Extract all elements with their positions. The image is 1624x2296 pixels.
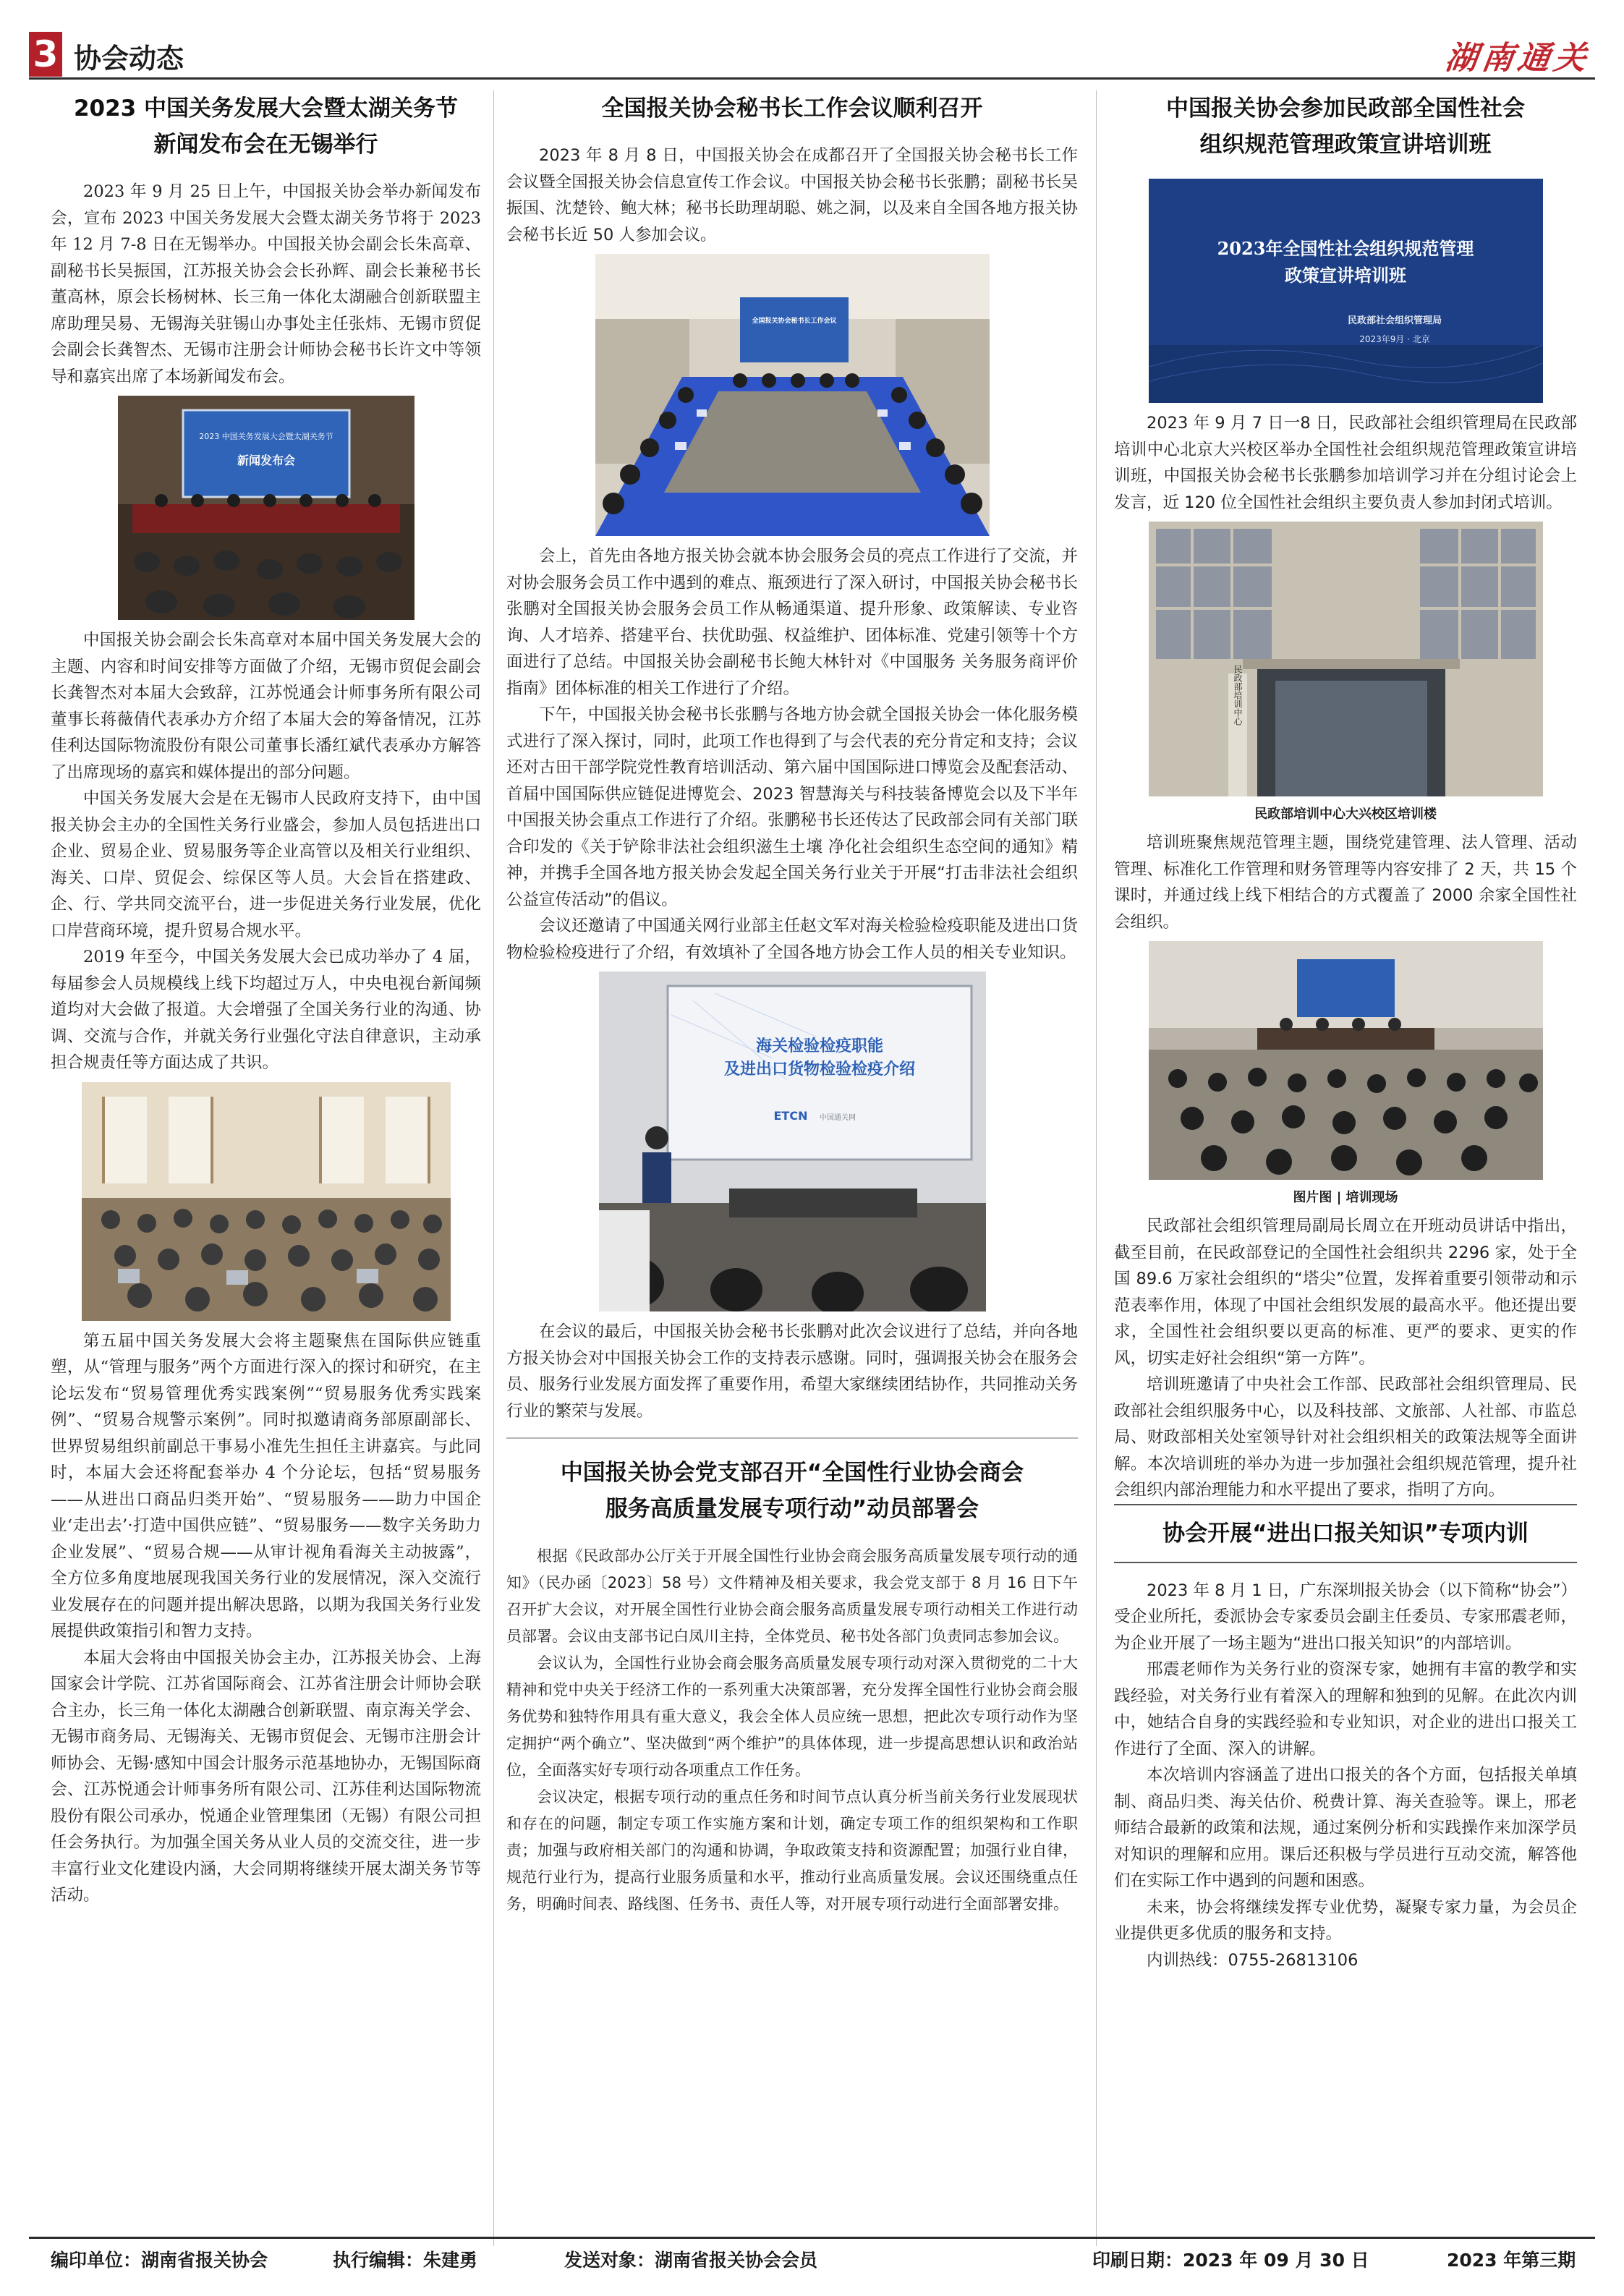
- paragraph: 中国报关协会副会长朱高章对本届中国关务发展大会的主题、内容和时间安排等方面做了介绍，无锡市贸促会副会长龚智杰对本届大会致辞，江苏悦通会计师事务所有限公司董事长蒋薇倩代表承办方介绍了本届大会的筹备情况，江苏佳利达国际物流股份有限公司董事长潘红斌代表承办方解答了出席现场的嘉宾和媒体提出的部分问题。: [51, 631, 481, 782]
- page-number: 3: [29, 32, 62, 77]
- footer-recipients: 发送对象：湖南省报关协会会员: [564, 2250, 818, 2271]
- divider: [506, 1437, 1078, 1439]
- building-sign: 民政部培训中心: [1232, 665, 1243, 726]
- paragraph: 下午，中国报关协会秘书长张鹏与各地方协会就全国报关协会一体化服务模式进行了深入探讨，同时，此项工作也得到了与会代表的充分肯定和支持；会议还对古田干部学院党性教育培训活动、第六届中国国际进口博览会及配套活动、首届中国国际供应链促进博览会、2023 智慧海关与科技装备博览会以及下半年中国报关协会重点工作进行了介绍。张鹏秘书长还传达了民政部会同有关部门联合印发的《关于铲除非法社会组织滋生土壤 净化社会组织生态空间的通知》精神，并携手全国各地方报关协会发起全国关务行业关于开展“打击非法社会组织公益宣传活动”的倡议。: [506, 705, 1078, 909]
- paragraph: 本次培训内容涵盖了进出口报关的各个方面，包括报关单填制、商品归类、海关估价、税费计算、海关查验等。课上，邢老师结合最新的政策和法规，通过案例分析和实践操作来加深学员对知识的理解和应用。课后还积极与学员进行互动交流，解答他们在实际工作中遇到的问题和困惑。: [1114, 1766, 1577, 1890]
- paragraph: 会上，首先由各地方报关协会就本协会服务会员的亮点工作进行了交流，并对协会服务会员工作中遇到的难点、瓶颈进行了深入研讨，中国报关协会秘书长张鹏对全国报关协会服务会员工作从畅通渠道、提升形象、政策解读、专业咨询、人才培养、搭建平台、扶优助强、权益维护、团体标准、党建引领等十个方面进行了总结。中国报关协会副秘书长鲍大林针对《中国服务 关务服务商评价指南》团体标准的相关工作进行了介绍。: [506, 547, 1078, 698]
- training-building-photo: [1149, 522, 1543, 796]
- screen-logo: ETCN: [773, 1109, 807, 1123]
- paragraph: 培训班聚焦规范管理主题，围绕党建管理、法人管理、活动管理、标准化工作管理和财务管理等内容安排了 2 天，共 15 个课时，并通过线上线下相结合的方式覆盖了 2000 余家全国性社会组织。: [1114, 833, 1577, 932]
- paragraph: 未来，协会将继续发挥专业优势，凝聚专家力量，为会员企业提供更多优质的服务和支持。: [1114, 1897, 1577, 1943]
- meeting-room-photo: [595, 254, 990, 536]
- article-title: 全国报关协会秘书长工作会议顺利召开: [601, 95, 983, 122]
- article-conference-press: [51, 90, 481, 1909]
- footer-print-date: 印刷日期：2023 年 09 月 30 日: [1092, 2250, 1369, 2271]
- brand-logo: 湖南通关: [1442, 40, 1593, 77]
- column-divider: [493, 90, 494, 2246]
- photo-caption: 图片图 | 培训现场: [1293, 1190, 1398, 1205]
- article-title: [1114, 90, 1577, 163]
- article-title: 协会开展“进出口报关知识”专项内训: [1162, 1520, 1529, 1547]
- title-line: 中国报关协会参加民政部全国性社会: [1166, 95, 1525, 122]
- paragraph: 中国关务发展大会是在无锡市人民政府支持下，由中国报关协会主办的全国性关务行业盛会，参加人员包括进出口企业、贸易企业、贸易服务等企业高管以及相关行业组织、海关、口岸、贸促会、综保区等人员。大会旨在搭建政、企、行、学共同交流平台，进一步促进关务行业发展，优化口岸营商环境，提升贸易合规水平。: [51, 789, 481, 940]
- paragraph: 会议认为，全国性行业协会商会服务高质量发展专项行动对深入贯彻党的二十大精神和党中央关于经济工作的一系列重大决策部署，充分发挥全国性行业协会商会服务优势和独特作用具有重大意义，我会全体人员应统一思想，把此次专项行动作为坚定拥护“两个确立”、坚决做到“两个维护”的具体体现，进一步提高思想认识和政治站位，全面落实好专项行动各项重点工作任务。: [506, 1654, 1078, 1779]
- screen-title: 全国报关协会秘书长工作会议: [751, 318, 837, 325]
- paragraph: 根据《民政部办公厅关于开展全国性行业协会商会服务高质量发展专项行动的通知》（民办函〔2023〕58 号）文件精神及相关要求，我会党支部于 8 月 16 日下午召开扩大会议，对开展全国性行业协会商会服务高质量发展专项行动相关工作进行动员部署。会议由支部书记白凤川主持，全体党员、秘书处各部门负责同志参加会议。: [506, 1547, 1078, 1645]
- title-line: 服务高质量发展专项行动”动员部署会: [605, 1496, 979, 1522]
- title-line: 组织规范管理政策宣讲培训班: [1199, 132, 1492, 158]
- paragraph: 2023 年 8 月 8 日，中国报关协会在成都召开了全国报关协会秘书长工作会议暨全国报关协会信息宣传工作会议。中国报关协会秘书长张鹏；副秘书长吴振国、沈楚铃、鲍大林；秘书长助理胡聪、姚之洞，以及来自全国各地方报关协会秘书长近 50 人参加会议。: [506, 146, 1078, 245]
- screen-logo-sub: 中国通关网: [819, 1114, 856, 1122]
- banner-date: 2023年9月 · 北京: [1359, 334, 1430, 344]
- screen-title: 及进出口货物检验检疫介绍: [723, 1060, 915, 1079]
- footer: [29, 2237, 1595, 2269]
- paragraph: 2023 年 9 月 7 日一8 日，民政部社会组织管理局在民政部培训中心北京大兴校区举办全国性社会组织规范管理政策宣讲培训班，中国报关协会秘书长张鹏参加培训学习并在分组讨论会上发言，近 120 位全国性社会组织主要负责人参加封闭式培训。: [1114, 414, 1577, 512]
- footer-issue: 2023 年第三期: [1447, 2250, 1576, 2271]
- hotline: 内训热线：0755-26813106: [1147, 1950, 1359, 1970]
- title-line: 中国报关协会党支部召开“全国性行业协会商会: [560, 1460, 1024, 1486]
- paragraph: 会议还邀请了中国通关网行业部主任赵文军对海关检验检疫职能及进出口货物检验检疫进行了介绍，有效填补了全国各地方协会工作人员的相关专业知识。: [506, 917, 1078, 962]
- masthead: [29, 29, 1595, 80]
- banner-title: 政策宣讲培训班: [1284, 265, 1406, 286]
- title-line: 新闻发布会在无锡举行: [153, 132, 378, 158]
- footer-editor: 执行编辑：朱建勇: [333, 2250, 478, 2271]
- section-box: [1114, 1504, 1577, 1563]
- paragraph: 第五届中国关务发展大会将主题聚焦在国际供应链重塑，从“管理与服务”两个方面进行深入的探讨和研究，在主论坛发布“贸易管理优秀实践案例”“贸易服务优秀实践案例”、“贸易合规警示案例”。同时拟邀请商务部原副部长、世界贸易组织前副总干事易小准先生担任主讲嘉宾。与此同时，本届大会还将配套举办 4 个分论坛，包括“贸易服务——从进出口商品归类开始”、“贸易服务——助力中国企业‘走出去’·打造中国供应链”、“贸易服务——数字关务助力企业发展”、“贸易合规——从审计视角看海关主动披露”，全方位多角度地展现我国关务行业的发展情况，深入交流行业发展存在的问题并提出解决思路，以期为我国关务行业发展提供政策指引和智力支持。: [51, 1331, 481, 1641]
- article-title: [506, 1455, 1078, 1527]
- training-session-photo: [1149, 941, 1543, 1180]
- paragraph: 民政部社会组织管理局副局长周立在开班动员讲话中指出，截至目前，在民政部登记的全国性社会组织共 2296 家，处于全国 89.6 万家社会组织的“塔尖”位置，发挥着重要引领带动和示范表率作用，体现了中国社会组织发展的最高水平。他还提出要求，全国性社会组织要以更高的标准、更严的要求、更实的作风，切实走好社会组织“第一方阵”。: [1114, 1217, 1577, 1368]
- training-banner-image: [1149, 179, 1543, 403]
- banner-organizer: 民政部社会组织管理局: [1347, 315, 1442, 326]
- speaker-presentation-photo: [599, 971, 986, 1311]
- article-secretary-meeting: [506, 90, 1078, 1918]
- conference-hall-photo: [82, 1082, 451, 1321]
- paragraph: 本届大会将由中国报关协会主办，江苏报关协会、上海国家会计学院、江苏省国际商会、江苏省注册会计师协会联合主办，长三角一体化太湖融合创新联盟、南京海关学会、无锡市商务局、无锡海关、无锡市贸促会、无锡市注册会计师协会、无锡·感知中国会计服务示范基地协办，无锡国际商会、江苏悦通会计师事务所有限公司、江苏佳利达国际物流股份有限公司承办，悦通企业管理集团（无锡）有限公司担任会务执行。为加强全国关务从业人员的交流交往，进一步丰富行业文化建设内涵，大会同期将继续开展太湖关务节等活动。: [51, 1648, 481, 1905]
- paragraph: 在会议的最后，中国报关协会秘书长张鹏对此次会议进行了总结，并向各地方报关协会对中国报关协会工作的支持表示感谢。同时，强调报关协会在服务会员、服务行业发展方面发挥了重要作用，希望大家继续团结协作，共同推动关务行业的繁荣与发展。: [506, 1322, 1078, 1421]
- paragraph: 2023 年 8 月 1 日，广东深圳报关协会（以下简称“协会”）受企业所托，委派协会专家委员会副主任委员、专家邢震老师，为企业开展了一场主题为“进出口报关知识”的内部培训。: [1114, 1581, 1577, 1653]
- title-line: 2023 中国关务发展大会暨太湖关务节: [73, 95, 459, 122]
- screen-subtitle: 新闻发布会: [237, 454, 295, 467]
- paragraph: 培训班邀请了中央社会工作部、民政部社会组织管理局、民政部社会组织服务中心，以及科技部、文旅部、人社部、市监总局、财政部相关处室领导针对社会组织相关的政策法规等全面讲解。本次培训班的举办为进一步加强社会组织规范管理，提升社会组织内部治理能力和水平提出了要求，指明了方向。: [1114, 1375, 1577, 1500]
- column-divider: [1096, 90, 1097, 2246]
- paragraph: 2023 年 9 月 25 日上午，中国报关协会举办新闻发布会，宣布 2023 中国关务发展大会暨太湖关务节将于 2023 年 12 月 7-8 日在无锡举办。中国报关协会副会长朱高章、副秘书长吴振国，江苏报关协会会长孙辉、副会长兼秘书长董高林，原会长杨树林、长三角一体化太湖融合创新联盟主席助理吴易、无锡海关驻锡山办事处主任张炜、无锡市贸促会副会长龚智杰、无锡市注册会计师协会秘书长许文中等领导和嘉宾出席了本场新闻发布会。: [51, 182, 481, 386]
- screen-title: 海关检验检疫职能: [755, 1037, 883, 1055]
- paragraph: 邢震老师作为关务行业的资深专家，她拥有丰富的教学和实践经验，对关务行业有着深入的理解和独到的见解。在此次内训中，她结合自身的实践经验和专业知识，对企业的进出口报关工作进行了全面、深入的讲解。: [1114, 1660, 1577, 1759]
- paragraph: 2019 年至今，中国关务发展大会已成功举办了 4 届，每届参会人员规模线上线下均超过万人，中央电视台新闻频道均对大会做了报道。大会增强了全国关务行业的沟通、协调、交流与合作，并就关务行业强化守法自律意识，主动承担合规责任等方面达成了共识。: [51, 948, 481, 1072]
- article-training: [1114, 90, 1577, 1973]
- screen-title: 2023 中国关务发展大会暨太湖关务节: [198, 432, 333, 441]
- banner-title: 2023年全国性社会组织规范管理: [1217, 238, 1474, 259]
- paragraph: 会议决定，根据专项行动的重点任务和时间节点认真分析当前关务行业发展现状和存在的问题，制定专项工作实施方案和计划，确定专项工作的组织架构和工作职责；加强与政府相关部门的沟通和协调，争取政策支持和资源配置；加强行业自律，规范行业行为，提高行业服务质量和水平，推动行业高质量发展。会议还围绕重点任务，明确时间表、路线图、任务书、责任人等，对开展专项行动进行全面部署安排。: [506, 1788, 1078, 1913]
- section-title: 协会动态: [74, 43, 184, 75]
- footer-publisher: 编印单位：湖南省报关协会: [51, 2250, 268, 2271]
- article-title: [51, 90, 481, 163]
- press-conference-photo: [118, 396, 414, 620]
- photo-caption: 民政部培训中心大兴校区培训楼: [1254, 807, 1437, 822]
